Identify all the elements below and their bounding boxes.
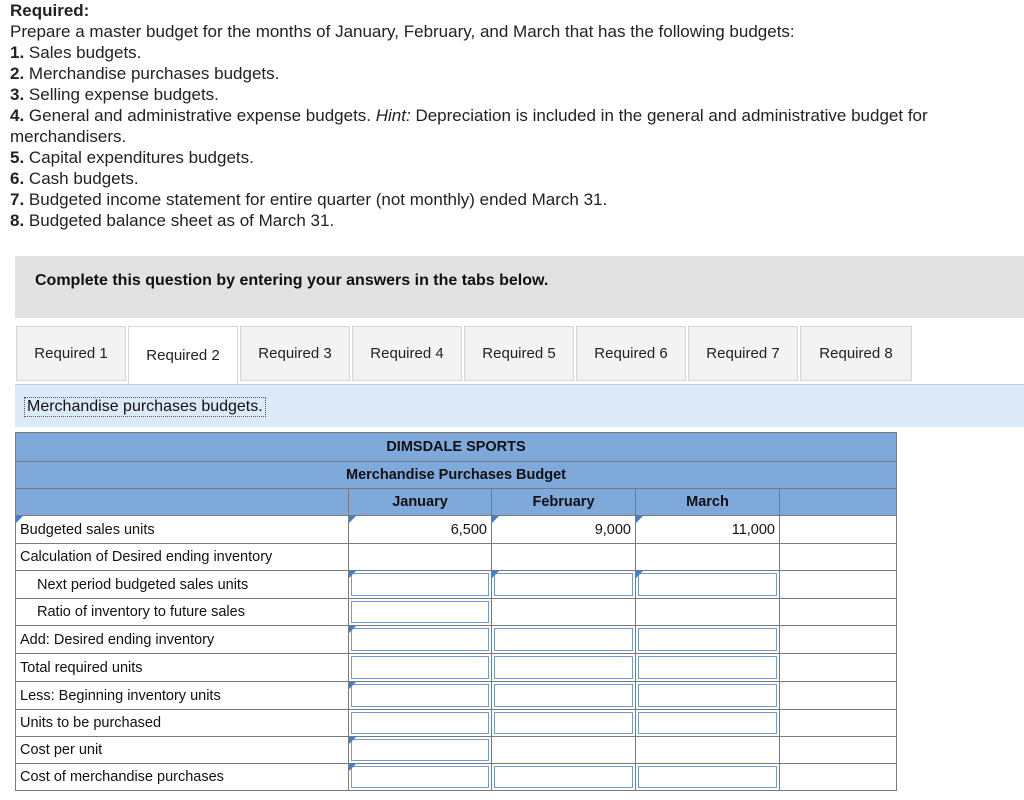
empty-cell [492,737,636,764]
tab-required-3[interactable]: Required 3 [240,326,350,381]
requirement-item: 4. General and administrative expense budgets. Hint: Depreciation is included in the general and administrative budget for merchandisers. [10,106,928,146]
input-cell[interactable] [636,654,780,682]
tab-required-5[interactable]: Required 5 [464,326,574,381]
row-label: Units to be purchased [16,710,349,737]
tab-required-8[interactable]: Required 8 [800,326,912,381]
row-label: Total required units [16,654,349,682]
input-cell[interactable] [492,710,636,737]
input-cell[interactable] [636,710,780,737]
hint-label: Hint: [375,106,411,125]
requirement-item: 8. Budgeted balance sheet as of March 31. [10,211,335,230]
empty-cell [349,544,492,571]
requirements-block [10,0,1020,231]
row-label: Less: Beginning inventory units [16,682,349,710]
requirements-intro: Prepare a master budget for the months of January, February, and March that has the following budgets: [10,22,795,41]
empty-cell [636,599,780,626]
input-cell[interactable] [636,571,780,599]
empty-cell [780,737,897,764]
input-cell[interactable] [349,626,492,654]
input-marker-icon [492,571,499,578]
input-cell[interactable] [492,654,636,682]
input-cell[interactable] [492,626,636,654]
input-cell[interactable] [492,571,636,599]
label-column-header [16,489,349,516]
tab-required-1[interactable]: Required 1 [16,326,126,381]
empty-cell [780,654,897,682]
input-cell[interactable] [349,571,492,599]
input-marker-icon [16,516,23,523]
budget-title: Merchandise Purchases Budget [16,462,897,489]
row-label: Budgeted sales units [16,516,349,544]
input-marker-icon [349,682,356,689]
input-marker-icon [349,737,356,744]
february-sales-units[interactable]: 9,000 [492,516,636,544]
tab-subheading: Merchandise purchases budgets. [24,397,266,417]
empty-cell [780,571,897,599]
requirement-item: 1. Sales budgets. [10,43,142,62]
input-marker-icon [349,764,356,771]
row-label: Cost of merchandise purchases [16,764,349,791]
input-cell[interactable] [349,654,492,682]
empty-cell [780,710,897,737]
input-cell[interactable] [636,682,780,710]
empty-cell [636,737,780,764]
requirement-item: 2. Merchandise purchases budgets. [10,64,280,83]
merchandise-purchases-table [15,432,897,791]
company-name: DIMSDALE SPORTS [16,433,897,462]
empty-cell [780,544,897,571]
input-cell[interactable] [636,764,780,791]
required-heading: Required: [10,1,90,20]
tab-required-2[interactable]: Required 2 [128,326,238,384]
requirement-item: 7. Budgeted income statement for entire quarter (not monthly) ended March 31. [10,190,608,209]
tab-required-6[interactable]: Required 6 [576,326,686,381]
input-cell[interactable] [349,737,492,764]
instruction-banner [15,256,1024,318]
input-cell[interactable] [349,764,492,791]
row-label: Cost per unit [16,737,349,764]
tab-content-header [15,384,1024,427]
input-cell[interactable] [492,682,636,710]
january-sales-units[interactable]: 6,500 [349,516,492,544]
empty-cell [780,682,897,710]
march-sales-units[interactable]: 11,000 [636,516,780,544]
empty-cell [780,764,897,791]
input-cell[interactable] [349,599,492,626]
input-marker-icon [349,626,356,633]
empty-cell [780,626,897,654]
input-cell[interactable] [349,710,492,737]
column-header-january: January [349,489,492,516]
empty-column-header [780,489,897,516]
input-marker-icon [636,571,643,578]
row-label: Ratio of inventory to future sales [16,599,349,626]
input-cell[interactable] [636,626,780,654]
empty-cell [492,599,636,626]
required-tabs [16,326,1024,384]
column-header-february: February [492,489,636,516]
input-marker-icon [349,571,356,578]
row-label: Next period budgeted sales units [16,571,349,599]
row-label: Add: Desired ending inventory [16,626,349,654]
input-cell[interactable] [349,682,492,710]
column-header-march: March [636,489,780,516]
empty-cell [780,599,897,626]
requirement-item: 6. Cash budgets. [10,169,139,188]
tab-required-4[interactable]: Required 4 [352,326,462,381]
row-label: Calculation of Desired ending inventory [16,544,349,571]
empty-cell [636,544,780,571]
input-cell[interactable] [492,764,636,791]
empty-cell [492,544,636,571]
requirement-item: 3. Selling expense budgets. [10,85,219,104]
tab-required-7[interactable]: Required 7 [688,326,798,381]
requirement-item: 5. Capital expenditures budgets. [10,148,254,167]
empty-cell [780,516,897,544]
instruction-text: Complete this question by entering your answers in the tabs below. [35,272,549,289]
